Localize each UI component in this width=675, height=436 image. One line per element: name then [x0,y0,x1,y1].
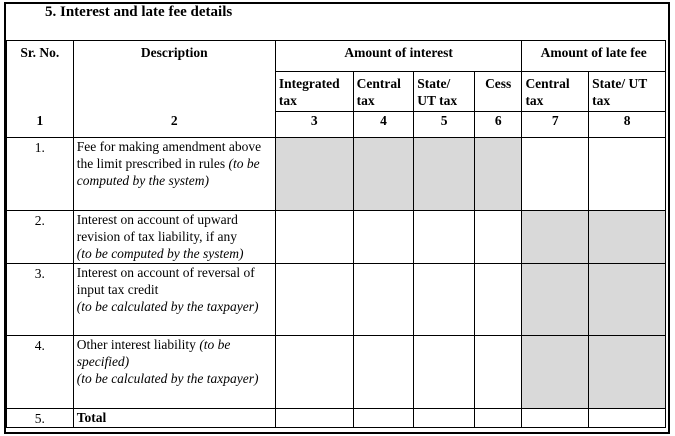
header-cess: Cess [474,72,522,112]
entry-cell[interactable] [522,409,589,428]
table-row [7,138,666,211]
column-number: 8 [589,112,666,138]
row-sr-no: 5. [7,409,74,428]
entry-cell[interactable] [414,336,475,409]
shaded-cell [353,138,414,211]
entry-cell[interactable] [353,409,414,428]
header-late-state-ut-tax: State/ UT tax [589,72,666,112]
entry-cell[interactable] [275,211,353,264]
entry-cell[interactable] [474,264,522,336]
header-integrated-tax: Integrated tax [275,72,353,112]
table-row [7,264,666,336]
row-description: Other interest liability (to be specified) (to be calculated by the taxpayer) [73,336,275,409]
entry-cell[interactable] [522,138,589,211]
column-number: 1 [7,112,74,138]
shaded-cell [589,264,666,336]
shaded-cell [522,336,589,409]
entry-cell[interactable] [353,264,414,336]
column-number: 5 [414,112,475,138]
column-number: 6 [474,112,522,138]
table-row [7,409,666,428]
header-amount-of-interest: Amount of interest [275,41,522,72]
shaded-cell [589,336,666,409]
shaded-cell [522,211,589,264]
header-amount-of-late-fee: Amount of late fee [522,41,666,72]
row-description: Interest on account of reversal of input tax credit (to be calculated by the taxpayer) [73,264,275,336]
shaded-cell [414,138,475,211]
row-description: Fee for making amendment above the limit prescribed in rules (to be computed by the system) [73,138,275,211]
row-sr-no: 4. [7,336,74,409]
column-number: 3 [275,112,353,138]
shaded-cell [522,264,589,336]
entry-cell[interactable] [414,264,475,336]
header-description: Description [73,41,275,72]
section-title: 5. Interest and late fee details [45,4,233,20]
header-late-central-tax: Central tax [522,72,589,112]
interest-late-fee-table [6,40,666,428]
entry-cell[interactable] [275,264,353,336]
column-number: 7 [522,112,589,138]
header-state-ut-tax: State/ UT tax [414,72,475,112]
column-number: 2 [73,112,275,138]
table-row [7,336,666,409]
entry-cell[interactable] [414,409,475,428]
row-sr-no: 3. [7,264,74,336]
entry-cell[interactable] [474,336,522,409]
header-sr-no: Sr. No. [7,41,74,72]
header-description-spacer [73,72,275,112]
entry-cell[interactable] [474,409,522,428]
column-number: 4 [353,112,414,138]
entry-cell[interactable] [275,409,353,428]
entry-cell[interactable] [353,336,414,409]
entry-cell[interactable] [589,138,666,211]
entry-cell[interactable] [414,211,475,264]
entry-cell[interactable] [589,409,666,428]
shaded-cell [474,138,522,211]
table-row [7,211,666,264]
header-sr-no-spacer [7,72,74,112]
header-central-tax: Central tax [353,72,414,112]
entry-cell[interactable] [474,211,522,264]
row-description: Interest on account of upward revision of tax liability, if any (to be computed by the system) [73,211,275,264]
entry-cell[interactable] [275,336,353,409]
row-sr-no: 2. [7,211,74,264]
row-sr-no: 1. [7,138,74,211]
shaded-cell [589,211,666,264]
shaded-cell [275,138,353,211]
entry-cell[interactable] [353,211,414,264]
row-description-total: Total [73,409,275,428]
